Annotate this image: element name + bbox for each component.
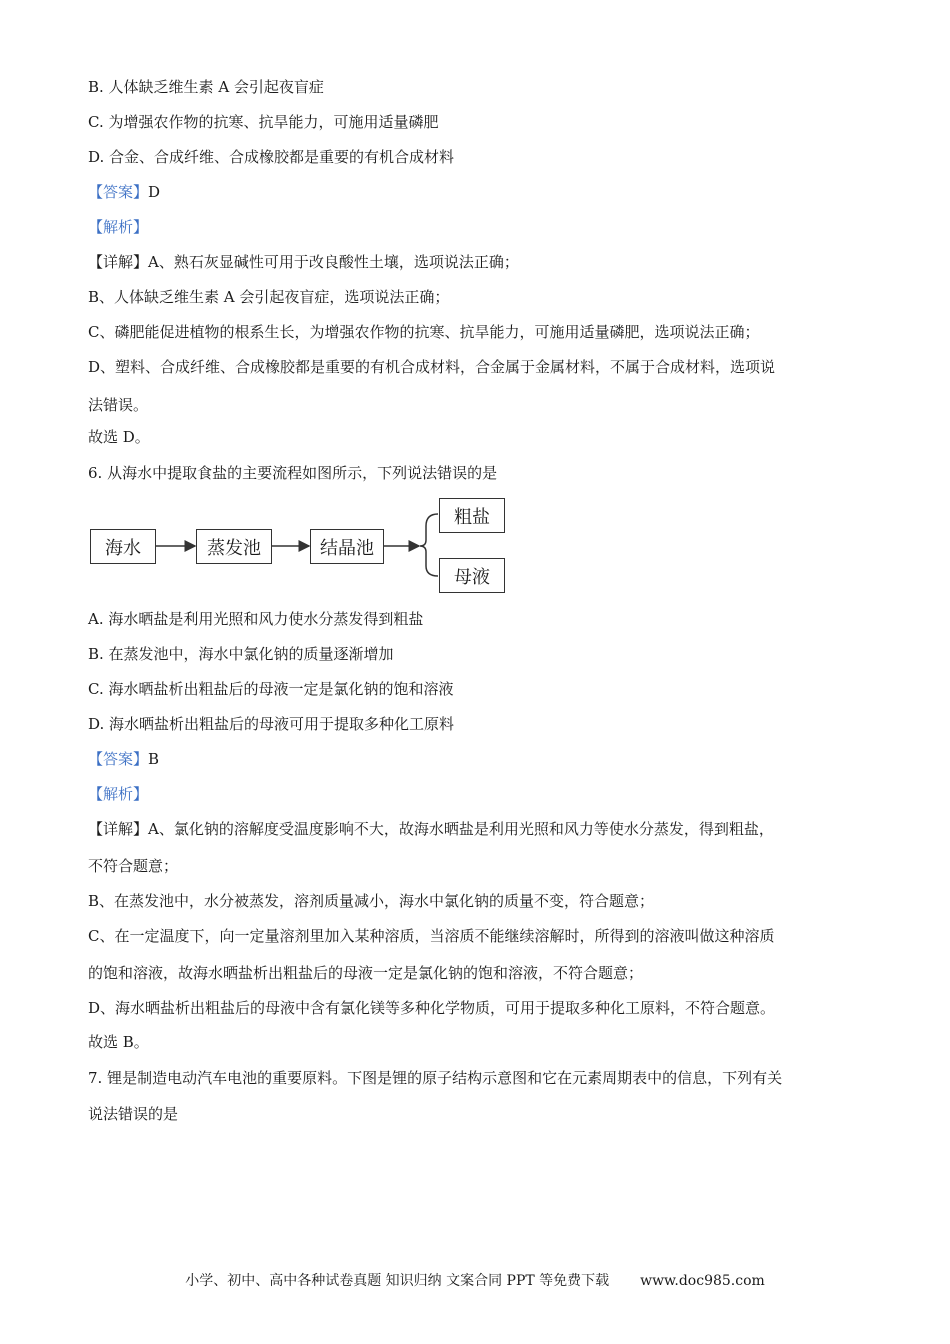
analysis-tag: 【解析】 xyxy=(88,218,149,236)
q6-explanation-a xyxy=(88,819,774,839)
question-6: 6. 从海水中提取食盐的主要流程如图所示，下列说法错误的是 xyxy=(88,464,498,482)
explanation-c: C、磷肥能促进植物的根系生长，为增强农作物的抗寒、抗旱能力，可施用适量磷肥，选项说法正确； xyxy=(88,323,760,341)
question-7: 7. 锂是制造电动汽车电池的重要原料。下图是锂的原子结构示意图和它在元素周期表中的信息，下列有关 xyxy=(88,1069,783,1087)
q6-explanation-c: C、在一定温度下，向一定量溶剂里加入某种溶质，当溶质不能继续溶解时，所得到的溶液叫做这种溶质 xyxy=(88,927,775,945)
salt-extraction-flowchart xyxy=(88,496,528,596)
q6-answer-value: B xyxy=(148,750,160,768)
footer-text: 小学、初中、高中各种试卷真题 知识归纳 文案合同 PPT 等免费下载 xyxy=(185,1273,610,1289)
q6-answer-tag: 【答案】 xyxy=(88,750,149,768)
q6-option-b: B. 在蒸发池中，海水中氯化钠的质量逐渐增加 xyxy=(88,645,394,663)
option-c: C. 为增强农作物的抗寒、抗旱能力，可施用适量磷肥 xyxy=(88,113,439,131)
box-mother-liquor: 母液 xyxy=(439,558,505,593)
footer-url[interactable]: www.doc985.com xyxy=(640,1273,765,1289)
detail-tag: 【详解】 xyxy=(88,253,149,271)
option-d: D. 合金、合成纤维、合成橡胶都是重要的有机合成材料 xyxy=(88,148,455,166)
q6-option-d: D. 海水晒盐析出粗盐后的母液可用于提取多种化工原料 xyxy=(88,715,455,733)
q6-option-c: C. 海水晒盐析出粗盐后的母液一定是氯化钠的饱和溶液 xyxy=(88,680,454,698)
q6-explanation-d: D、海水晒盐析出粗盐后的母液中含有氯化镁等多种化学物质，可用于提取多种化工原料，不符合题意。 xyxy=(88,999,776,1017)
explanation-a xyxy=(88,252,519,272)
explanation-b: B、人体缺乏维生素 A 会引起夜盲症，选项说法正确； xyxy=(88,288,450,306)
question-7-cont: 说法错误的是 xyxy=(88,1105,179,1123)
q6-explanation-b: B、在蒸发池中，水分被蒸发，溶剂质量减小，海水中氯化钠的质量不变，符合题意； xyxy=(88,892,655,910)
explanation-d-cont: 法错误。 xyxy=(88,396,149,414)
box-crystallization-pool: 结晶池 xyxy=(310,529,384,564)
q6-answer-line xyxy=(88,749,159,769)
box-seawater: 海水 xyxy=(90,529,156,564)
answer-tag: 【答案】 xyxy=(88,183,149,201)
answer-line xyxy=(88,182,160,202)
page-footer xyxy=(0,1270,950,1290)
explanation-d: D、塑料、合成纤维、合成橡胶都是重要的有机合成材料，合金属于金属材料，不属于合成材料，选项说 xyxy=(88,358,776,376)
detail-text: A、熟石灰显碱性可用于改良酸性土壤，选项说法正确； xyxy=(148,253,519,271)
q6-detail-text: A、氯化钠的溶解度受温度影响不大，故海水晒盐是利用光照和风力等使水分蒸发，得到粗盐， xyxy=(148,820,774,838)
brace xyxy=(420,514,438,576)
box-evaporation-pool: 蒸发池 xyxy=(196,529,272,564)
q6-explanation-c-cont: 的饱和溶液，故海水晒盐析出粗盐后的母液一定是氯化钠的饱和溶液，不符合题意； xyxy=(88,964,644,982)
box-crude-salt: 粗盐 xyxy=(439,498,505,533)
q6-conclusion: 故选 B。 xyxy=(88,1033,149,1051)
q6-explanation-a-cont: 不符合题意； xyxy=(88,857,179,875)
q6-option-a: A. 海水晒盐是利用光照和风力使水分蒸发得到粗盐 xyxy=(88,610,424,628)
conclusion: 故选 D。 xyxy=(88,428,150,446)
q6-analysis-tag: 【解析】 xyxy=(88,785,149,803)
option-b: B. 人体缺乏维生素 A 会引起夜盲症 xyxy=(88,78,324,96)
q6-detail-tag: 【详解】 xyxy=(88,820,149,838)
answer-value: D xyxy=(148,183,161,201)
